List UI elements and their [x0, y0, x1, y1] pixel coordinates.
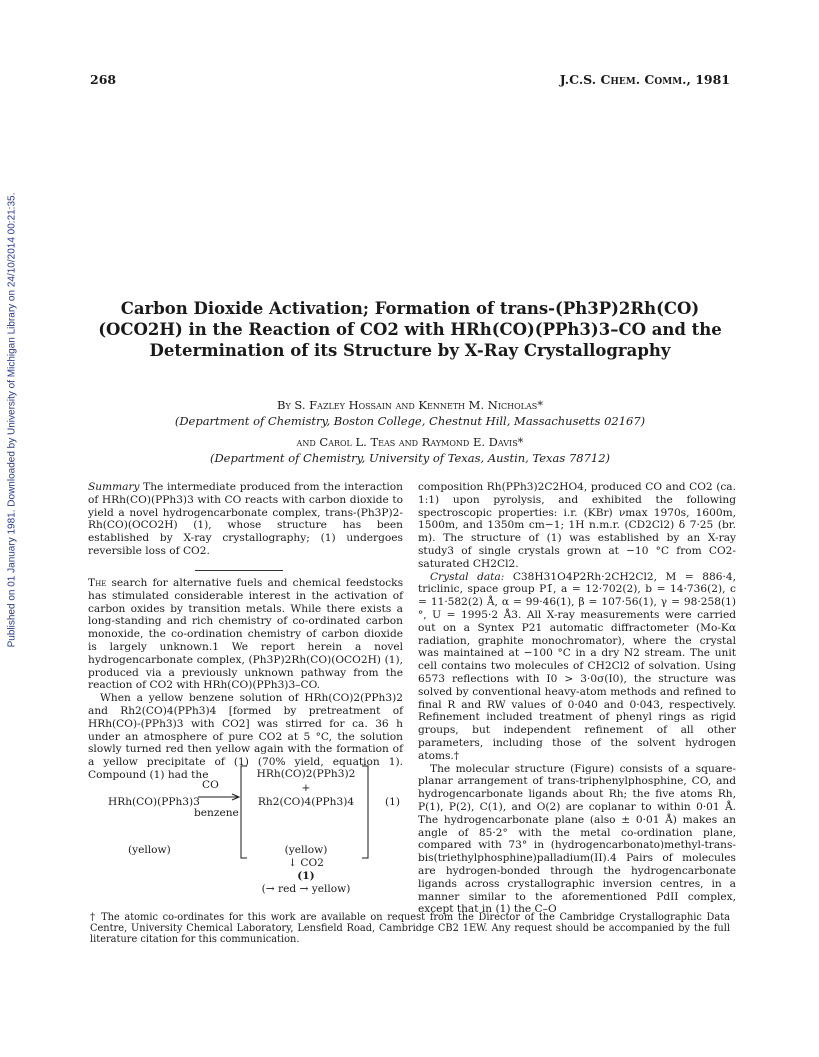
scheme-product-colour: (yellow): [284, 844, 328, 856]
reaction-arrow: [198, 793, 242, 801]
page-number: 268: [90, 72, 117, 87]
body-right-paragraph-1: composition Rh(PPh3)2C2HO4, produced CO and CO2 (ca. 1:1) upon pyrolysis, and exhibited the following spectroscopic properties: i.r. (KBr) νmax 1970s, 1600m, 1500m, and 1350m cm−1; 1H n.m.r. (CD2Cl2) δ 7·25 (br. m). The structure of (1) was established by an X-ray study3 of single crystals grown at −10 °C from CO2-saturated CH2Cl2.: [418, 481, 736, 570]
summary-label: Summary: [88, 481, 140, 493]
download-sidebar: [2, 160, 22, 680]
journal-header: J.C.S. Chem. Comm., 1981: [559, 72, 730, 87]
summary: [88, 481, 403, 558]
body-lead-word: The: [88, 577, 107, 589]
body-right-paragraph-3: The molecular structure (Figure) consists of a square-planar arrangement of trans-triphenylphosphine, CO, and hydrogencarbonate ligands about Rh; the five atoms Rh, P(1), P(2), C(1), and O(2) are coplanar to within 0·01 Å. The hydrogencarbonate plane (also ± 0·01 Å) makes an angle of 85·2° with the metal co-ordination plane, compared with 73° in (hydrogencarbonato)methyl-trans-bis(triethylphosphine)palladium(II).4 Pairs of molecules are hydrogen-bonded through the hydrogencarbonate ligands across crystallographic inversion centres, in a manner similar to the aforementioned PdII complex, except that in (1) the C–O: [418, 762, 736, 916]
body-left-paragraph-2: When a yellow benzene solution of HRh(CO)2(PPh3)2 and Rh2(CO)4(PPh3)4 [formed by pretreatment of HRh(CO)-(PPh3)3 with CO2] was stirred for ca. 36 h under an atmosphere of pure CO2 at 5 °C, the solution slowly turned red then yellow again with the formation of a yellow precipitate of (1) (70% yield, equation 1). Compound (1) had the: [88, 692, 403, 781]
crystal-data-text: C38H31O4P2Rh·2CH2Cl2, M = 886·4, triclinic, space group P1̄, a = 12·702(2), b = 14·736(2), c = 11·582(2) Å, α = 99·46(1), β = 107·56(1), γ = 98·258(1)°, U = 1995·2 Å3. All X-ray measurements were carried out on a Syntex P21 automatic diffractometer (Mo-Kα radiation, graphite monochromator), where the crystal was maintained at −100 °C in a dry N2 stream. The unit cell contains two molecules of CH2Cl2 of solvation. Using 6573 reflections with I0 > 3·0σ(I0), the structure was solved by conventional heavy-atom methods and refined to final R and RW values of 0·040 and 0·043, respectively. Refinement included treatment of phenyl rings as rigid groups, but independent refinement of all other parameters, including those of the solvent hydrogen atoms.†: [418, 570, 736, 762]
scheme-reactant-colour: (yellow): [128, 844, 171, 856]
scheme-plus: +: [301, 782, 311, 794]
body-left: [88, 577, 403, 782]
section-divider: [195, 570, 283, 571]
footnote: † The atomic co-ordinates for this work are available on request from the Director of the Cambridge Crystallographic Data Centre, University Chemical Laboratory, Lensfield Road, Cambridge CB2 1EW. Any request should be accompanied by the full literature citation for this communication.: [90, 912, 730, 945]
affiliation-2: (Department of Chemistry, University of Texas, Austin, Texas 78712): [209, 451, 611, 465]
article-title: Carbon Dioxide Activation; Formation of trans-(Ph3P)2Rh(CO)(OCO2H) in the Reaction of CO2 with HRh(CO)(PPh3)3–CO and the Determination of its Structure by X-Ray Crystallography: [98, 299, 722, 360]
authors-line-2: and Carol L. Teas and Raymond E. Davis*: [296, 435, 524, 449]
scheme-reactant: HRh(CO)(PPh3)3: [108, 796, 200, 808]
scheme-reagent-co: CO: [202, 779, 219, 791]
equation-number: (1): [385, 796, 401, 808]
scheme-product-top: HRh(CO)2(PPh3)2: [256, 768, 356, 780]
reaction-scheme: [88, 764, 403, 895]
scheme-co2-step: ↓ CO2: [288, 857, 324, 869]
summary-text: The intermediate produced from the interaction of HRh(CO)(PPh3)3 with CO reacts with carbon dioxide to yield a novel hydrogencarbonate complex, trans-(Ph3P)2-Rh(CO)(OCO2H) (1), whose structure has been established by X-ray crystallography; (1) undergoes reversible loss of CO2.: [88, 481, 403, 557]
scheme-solvent: benzene: [194, 807, 239, 819]
crystal-data-label: Crystal data:: [430, 570, 505, 583]
body-right: [418, 481, 736, 916]
scheme-product-mid: Rh2(CO)4(PPh3)4: [257, 796, 355, 808]
affiliation-1: (Department of Chemistry, Boston College, Chestnut Hill, Massachusetts 02167): [174, 414, 646, 428]
body-left-paragraph-1: search for alternative fuels and chemical feedstocks has stimulated considerable interest in the activation of carbon oxides by transition metals. While there exists a long-standing and rich chemistry of co-ordinated carbon monoxide, the co-ordination chemistry of carbon dioxide is largely unknown.1 We report herein a novel hydrogencarbonate complex, (Ph3P)2Rh(CO)(OCO2H) (1), produced via a previously unknown pathway from the reaction of CO2 with HRh(CO)(PPh3)3–CO.: [88, 577, 404, 692]
scheme-product-label: (1): [297, 870, 315, 882]
scheme-colour-change: (→ red → yellow): [261, 883, 351, 895]
download-note: Published on 01 January 1981. Downloaded by University of Michigan Library on 24/10/2014 00:21:35.: [6, 192, 18, 648]
authors-line-1: By S. Fazley Hossain and Kenneth M. Nicholas*: [277, 398, 543, 412]
